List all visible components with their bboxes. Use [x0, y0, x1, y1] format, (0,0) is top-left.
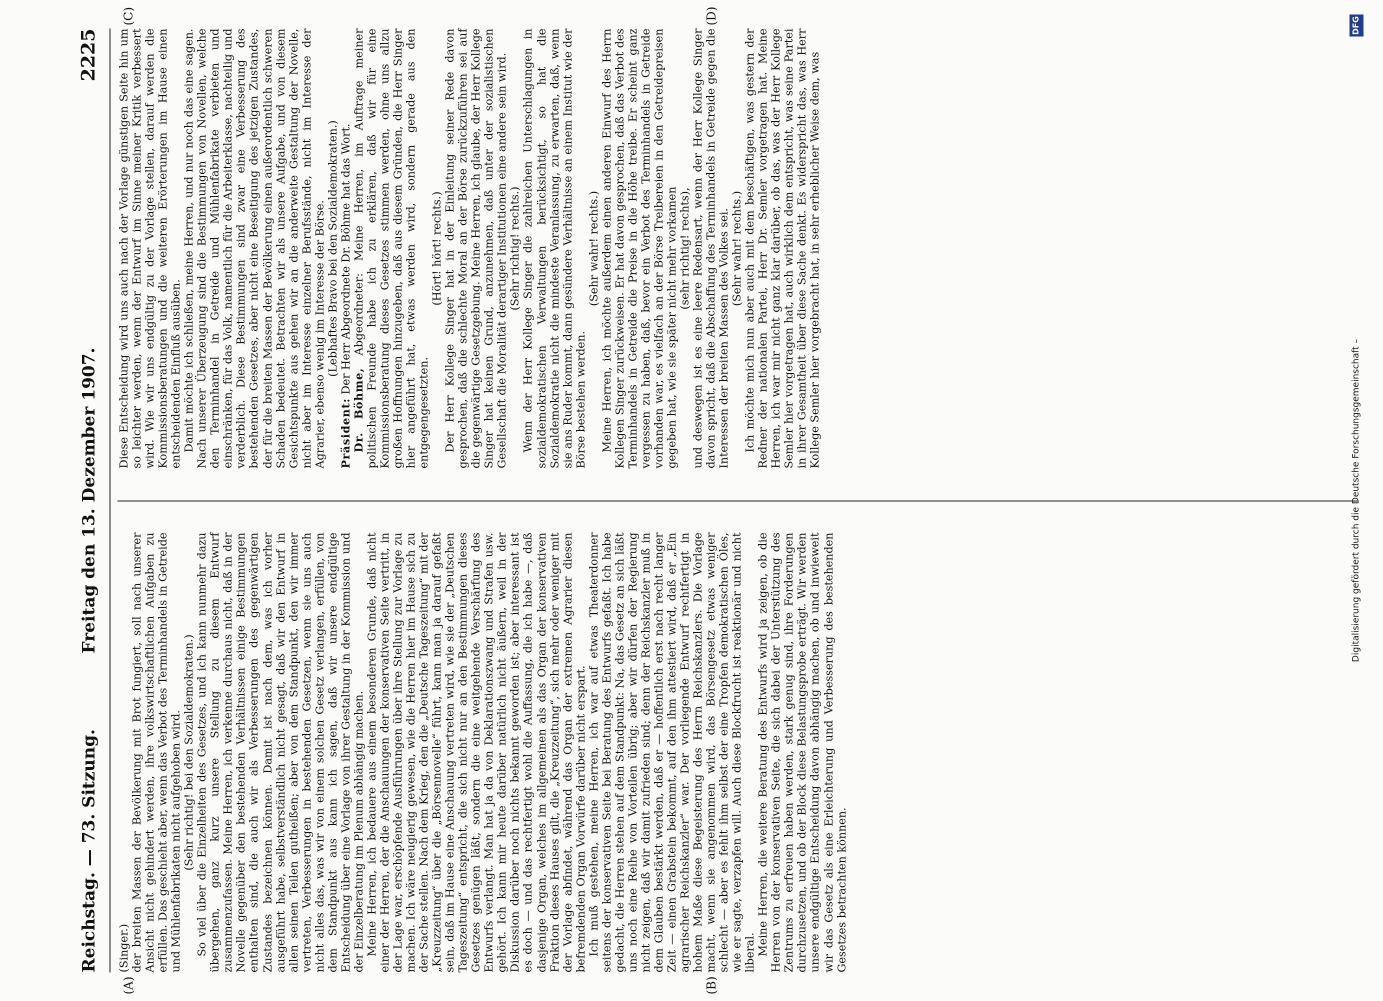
- margin-letter-c: (C): [121, 6, 136, 26]
- paragraph: Meine Herren, ich möchte außerdem einen anderen Einwurf des Herrn Kollegen Singer zurückweisen. Er hat davon gesprochen, daß das Verbot des Terminhandels in Getreide die Preise in die Höhe treibe. Er scheint ganz vergessen zu haben, daß, bevor ein Verbot des Terminhandels in Getreide vorhanden war, es vielfach an der Börse Treibereien in den Getreidepreisen gegeben hat, wie sie später nicht mehr vorkamen: [600, 28, 679, 469]
- interjection: (Hört! hört! rechts.): [430, 191, 444, 306]
- interjection: (sehr richtig! rechts),: [678, 187, 692, 310]
- speaker-text: Abgeordneter: Meine Herren, im Auftrage meiner politischen Freunde habe ich zu erklären, daß wir für eine Kommissionsberatung dieses Gesetzes stimmen werden, ohne uns allzu großen Hoffnungen hinzugeben, daß aus diesem Gründen, die Herr Singer hier angeführt hat, etwas werden wird, sondern gerade aus den entgegengesetzten.: [352, 28, 431, 469]
- paragraph: Diese Entscheidung wird uns auch nach der Vorlage günstigen Seite hin um so leichter werden, wenn der Entwurf im Sinne meiner Kritik verbessert wird. Wie wir uns endgültig zu der Vorlage stellen, darauf werden die Kommissionsberatungen und die weiteren Erörterungen im Hause einen entscheidenden Einfluß ausüben.: [117, 28, 183, 469]
- speaker-name: Dr. Böhme,: [351, 367, 366, 453]
- column-divider: [118, 501, 1358, 502]
- interjection: (Sehr richtig! rechts.): [508, 186, 522, 311]
- right-column: [118, 29, 823, 469]
- paragraph: Meine Herren, die weitere Beratung des Entwurfs wird ja zeigen, ob die Herren von der konservativen Seite, die sich dabei der Unterstützung des Zentrums zu erfreuen haben werden, stark genug sind, ihre Forderungen durchzusetzen, und ob der Block diese Belastungsprobe erträgt. Wir werden unsere endgültige Entscheidung davon abhängig machen, ob und inwieweit wir das Gesetz als eine Erleichterung und Verbesserung des bestehenden Gesetzes betrachten können.: [756, 532, 849, 973]
- interjection: (Sehr wahr! rechts.): [730, 190, 744, 307]
- paragraph: Wenn der Herr Kollege Singer die zahlreichen Unterschlagungen in sozialdemokratischen Verwaltungen berücksichtigt, so hat die Sozialdemokratie nicht die mindeste Veranlassung, zu erwarten, daß, wenn sie ans Ruder kommt, dann gesündere Verhältnisse an einem Institut wie der Börse bestehen werden.: [521, 28, 588, 469]
- paragraph: Ich muß gestehen, meine Herren, ich war auf etwas Theaterdonner seitens der konservativen Seite bei Beratung des Entwurfs gefaßt. Ich habe gedacht, die Herren stehen auf dem Standpunkt: Na, das Gesetz an sich läßt uns noch eine Reihe von Vorteilen übrig; aber wir dürfen der Regierung nicht zeigen, daß wir damit zufrieden sind; denn der Reichskanzler muß in dem Glauben bestärkt werden, daß er — hoffentlich erst nach recht langer Zeit — einen Grabstein bekommt, auf den ihm attestiert wird, daß er „Ein agrarischer Reichskanzler“ war. Der vorliegende Entwurf rechtfertigt in hohem Maße diese Begeisterung des Herrn Reichskanzlers. Die Vorlage macht, wenn sie angenommen wird, das Börsengesetz etwas weniger schlecht — aber es fehlt ihm selbst der eine Tropfen demokratischen Öles, wie er sagte, verzapfen will. Auch diese Blockfrucht ist reaktionär und nicht liberal.: [587, 532, 757, 973]
- dfg-logo: DFG: [1350, 15, 1364, 37]
- margin-letter-b: (B): [704, 976, 719, 995]
- paragraph: und deswegen ist es eine leere Redensart, wenn der Herr Kollege Singer davon spricht, daß die Abschaffung des Terminhandels in Getreide gegen die Interessen der breiten Massen des Volkes sei.: [691, 28, 731, 469]
- president-label: Präsident:: [338, 398, 353, 469]
- paragraph: Damit möchte ich schließen, meine Herren, und nur noch das eine sagen. Nach unserer Überzeugung sind die Bestimmungen von Novellen, welche den Terminhandel in Getreide und Mühlenfabrikate verbieten und einschränken, für das Volk, namentlich für die Arbeiterklasse, nachteilig und verderblich. Diese Bestimmungen sind zwar eine Verbesserung des bestehenden Gesetzes, aber nicht eine Beseitigung des jetzigen Zustandes, der für die breiten Massen der Bevölkerung einen außerordentlich schweren Schaden bedeutet. Betrachten wir als unsere Aufgabe, und von diesem Gesichtspunkte aus gehen wir an die anderweite Gestaltung der Novelle, nicht aber im Interesse einzelner Berufsstände, nicht im Interesse der Agrarier, ebenso wenig im Interesse der Börse.: [182, 28, 327, 469]
- interjection: (Sehr richtig! bei den Sozialdemokraten.): [182, 634, 196, 871]
- paragraph: So viel über die Einzelheiten des Gesetzes, und ich kann nunmehr dazu übergehen, ganz kurz unsere Stellung zu diesem Entwurf zusammenzufassen. Meine Herren, ich verkenne durchaus nicht, daß in der Novelle gegenüber den bestehenden Verhältnissen einige Bestimmungen enthalten sind, die auch wir als Verbesserungen des gegenwärtigen Zustandes bezeichnen können. Damit ist nach dem, was ich vorher ausgeführt habe, selbstverständlich nicht gesagt, daß wir den Entwurf in allen seinen Teilen gutheißen; aber von dem Standpunkt, den wir immer vertreten, Verbesserungen in bestehenden Gesetzen, wenn sie uns auch nicht alles das, was wir von einem solchen Gesetz verlangen, erfüllen, von dem Standpunkt aus kann ich sagen, daß wir unsere endgültige Entscheidung über eine Vorlage von ihrer Gestaltung in der Kommission und der Einzelberatung im Plenum abhängig machen.: [195, 532, 366, 973]
- digitization-credit: Digitalisierung gefördert durch die Deutsche Forschungsgemeinschaft –: [1351, 338, 1362, 663]
- page-header: [74, 29, 111, 973]
- margin-letter-a: (A): [121, 976, 136, 995]
- speaker-tag: (Singer.): [117, 923, 131, 973]
- paragraph: Ich möchte mich nun aber auch mit dem beschäftigen, was gestern der Redner der nationalen Partei, Herr Dr. Semler vorgetragen hat. Meine Herren, ich war mir nicht ganz klar darüber, ob das, was der Herr Kollege Semler hier vorgetragen hat, auch wirklich dem entspricht, was seine Partei in ihrer Gesamtheit über diese Sache denkt. Es widerspricht das, was Herr Kollege Semler hier vorgebracht hat, in sehr erheblicher Weise dem, was: [743, 28, 822, 469]
- paragraph: Der Herr Kollege Singer hat in der Einleitung seiner Rede davon gesprochen, daß die schlechte Moral an der Börse zurückzuführen sei auf die gegenwärtige Gesetzgebung. Meine Herren, ich glaube, der Herr Kollege Singer hat keinen Grund, anzunehmen, daß unter der sozialistischen Gesellschaft die Moralität derartiger Institutionen eine andere sein wird.: [443, 28, 509, 469]
- speaker-statement: [352, 29, 430, 469]
- document-page: [0, 1, 1383, 1001]
- header-date: Freitag den 13. Dezember 1907.: [79, 347, 100, 654]
- paragraph: der breiten Massen der Bevölkerung mit Brot fungiert, soll nach unserer Ansicht nicht gehindert werden, ihre volkswirtschaftlichen Aufgaben zu erfüllen. Das geschieht aber, wenn das Verbot des Terminhandels in Getreide und Mühlenfabrikaten nicht aufgehoben wird.: [130, 532, 183, 973]
- interjection: (Sehr wahr! rechts.): [587, 190, 601, 307]
- left-column: [118, 533, 849, 973]
- page-number: 2225: [77, 28, 100, 82]
- margin-letter-d: (D): [704, 6, 719, 26]
- header-session: Reichstag. — 73. Sitzung.: [79, 729, 100, 973]
- paragraph: Meine Herren, ich bedauere aus einem besonderen Grunde, daß nicht einer der Herren, der die Anschauungen der konservativen Seite vertritt, in der Lage war, erschöpfende Ausführungen über ihre Stellung zur Vorlage zu machen. Ich wäre neugierig gewesen, wie die Herren hier im Hause sich zu der Sache stellen. Nach dem Krieg, den die „Deutsche Tageszeitung“ mit der „Kreuzzeitung“ über die „Börsennovelle“ führt, kann man ja darauf gefaßt sein, daß im Hause eine Anschauung vertreten wird, wie sie der „Deutschen Tageszeitung“ entspricht, die sich nicht nur an den Bestimmungen dieses Gesetzes genügen läßt, sondern die eine weitgehende Verschärfung des Entwurfs verlangt. Man hat ja da von Deklarationszwang und Strafen usw. gehört. Ich kann mir heute darüber natürlich nicht äußern, weil in der Diskussion darüber noch nichts bekannt geworden ist; aber interessant ist es doch — und das rechtfertigt wohl die Auffassung, die ich habe —, daß dasjenige Organ, welches im allgemeinen als das Organ der konservativen Fraktion dieses Hauses gilt, die „Kreuzzeitung“, sich mehr oder weniger mit der Vorlage abfindet, während das Organ der extremen Agrarier diesen befremdenden Organ Vorwürfe darüber nicht erspart.: [365, 532, 588, 973]
- president-text: Der Herr Abgeordnete Dr. Böhme hat das Wort.: [339, 123, 353, 395]
- interjection: (Lebhaftes Bravo bei den Sozialdemokraten.): [326, 120, 340, 377]
